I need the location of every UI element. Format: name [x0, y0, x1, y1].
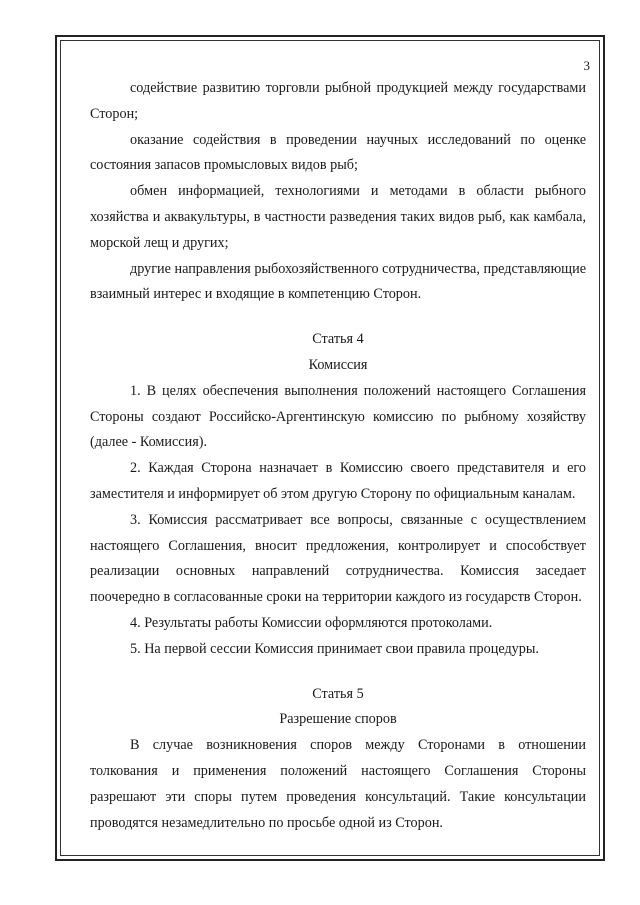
article-4-number: Статья 4	[312, 331, 364, 348]
article-4-paragraph-4: 4. Результаты работы Комиссии оформляются протоколами.	[130, 614, 493, 631]
article-4-title: Комиссия	[308, 356, 368, 373]
article-5-title: Разрешение споров	[279, 711, 397, 728]
article-5-paragraph-1: В случае возникновения споров между Сторонами в отношении толкования и применения положений настоящего Соглашения Стороны разрешают эти споры путем проведения консультаций. Такие консультации проводятся незамедлительно по просьбе одной из Сторон.	[90, 737, 586, 831]
intro-item-research: оказание содействия в проведении научных исследований по оценке состояния запасов промысловых видов рыб;	[90, 131, 586, 174]
intro-item-trade: содействие развитию торговли рыбной продукцией между государствами Сторон;	[90, 80, 586, 122]
page-number: 3	[583, 58, 590, 73]
article-4-paragraph-2: 2. Каждая Сторона назначает в Комиссию своего представителя и его заместителя и информирует об этом другую Сторону по официальным каналам.	[90, 460, 586, 502]
document-body	[90, 76, 586, 836]
article-4-paragraph-3: 3. Комиссия рассматривает все вопросы, связанные с осуществлением настоящего Соглашения, вносит предложения, контролирует и способствует реализации основных направлений сотрудничества. Комиссия заседает поочередно в согласованные сроки на территории каждого из государств Сторон.	[90, 511, 586, 606]
intro-item-exchange: обмен информацией, технологиями и методами в области рыбного хозяйства и аквакультуры, в частности разведения таких видов рыб, как камбала, морской лещ и других;	[90, 183, 586, 251]
article-5-number: Статья 5	[312, 685, 364, 702]
article-4-paragraph-1: 1. В целях обеспечения выполнения положений настоящего Соглашения Стороны создают Российско-Аргентинскую комиссию по рыбному хозяйству (далее - Комиссия).	[90, 382, 586, 451]
intro-item-other: другие направления рыбохозяйственного сотрудничества, представляющие взаимный интерес и входящие в компетенцию Сторон.	[90, 260, 586, 303]
article-4-paragraph-5: 5. На первой сессии Комиссия принимает свои правила процедуры.	[130, 640, 539, 657]
